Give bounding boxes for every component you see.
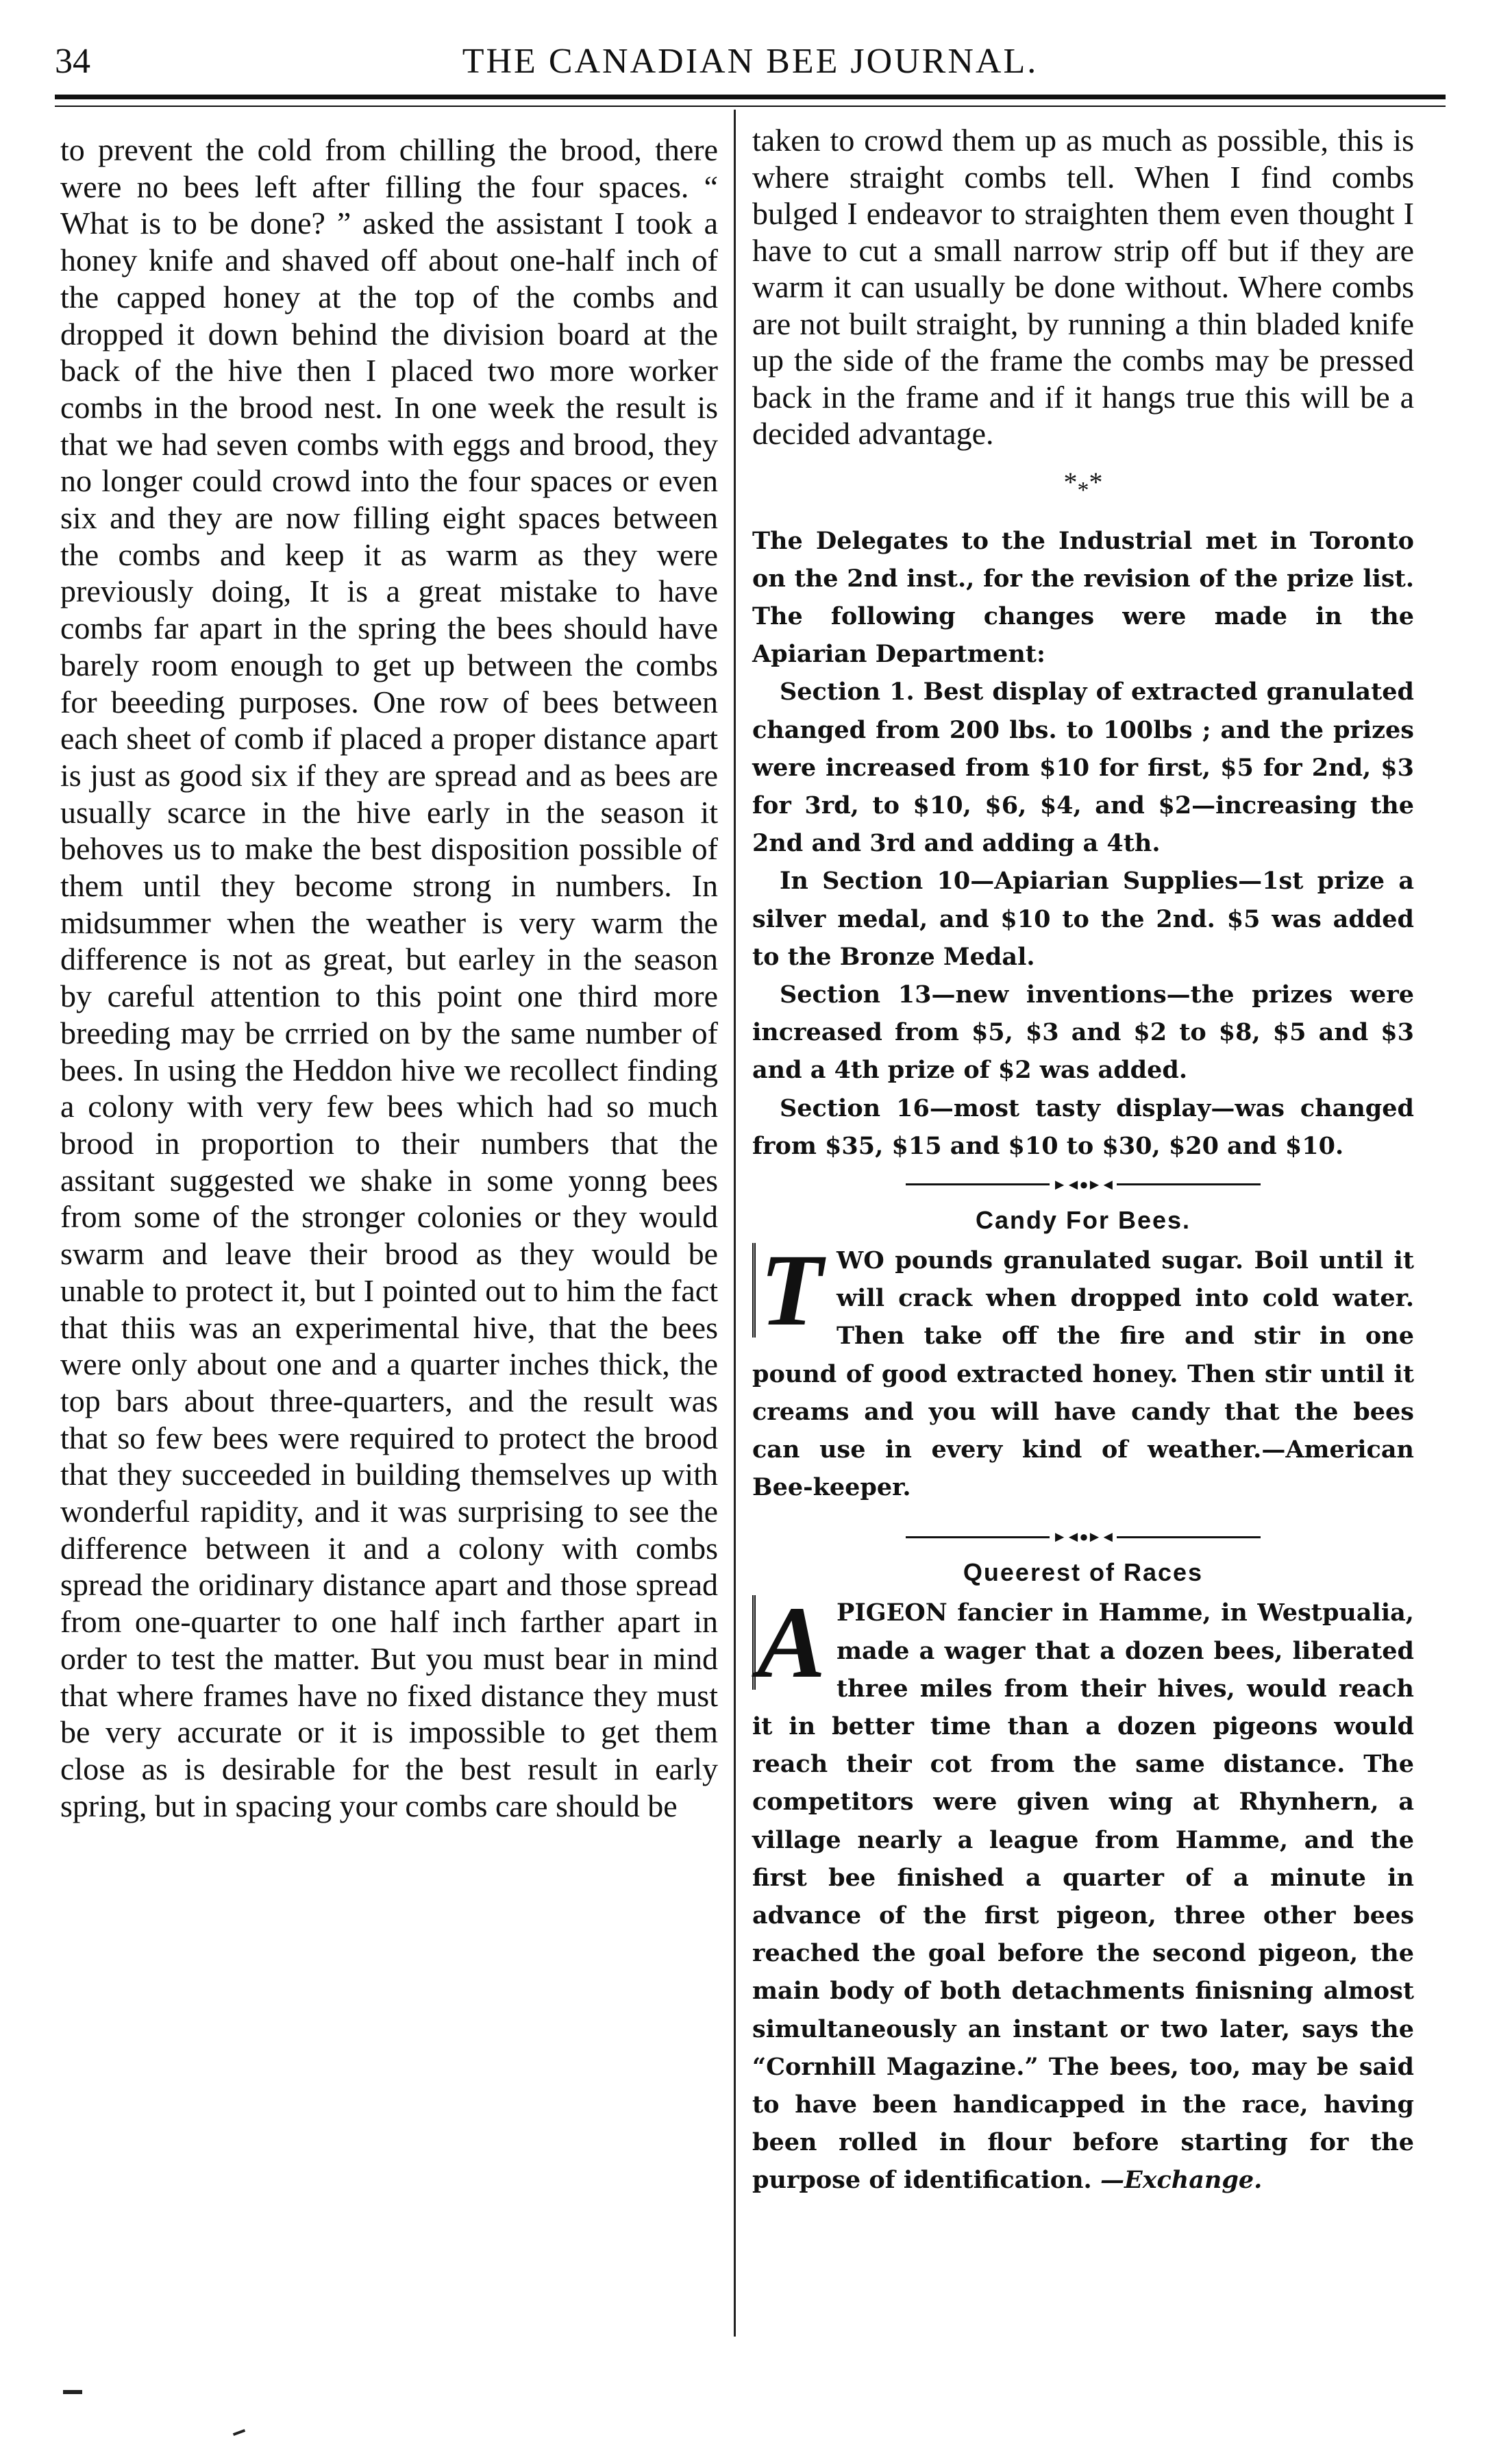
- ink-mark: [233, 2429, 245, 2436]
- column-divider: [734, 110, 736, 2337]
- page-header: [55, 41, 1446, 89]
- continued-article-text: taken to crowd them up as much as possible, this is where straight combs tell. When I find combs bulged I endeavor to straighten them even thought I have to cut a small narrow strip off but if they are warm it can usually be done without. Where combs are not built straight, by running a thin bladed knife up the side of the frame the combs may be pressed back in the frame and if it hangs true this will be a decided advantage.: [752, 123, 1414, 451]
- candy-heading: Candy For Bees.: [975, 1205, 1191, 1234]
- races-dropcap: A: [752, 1595, 827, 1690]
- candy-text: WO pounds granulated sugar. Boil until it will crack when dropped into cold water. Then take off the fire and stir in one pound of good extracted honey. Then stir until it creams and you will have candy that the bees can use in every kind of weather.—American Bee-keeper.: [752, 1246, 1414, 1502]
- candy-article: [752, 1233, 1414, 1506]
- left-column: [60, 132, 718, 1824]
- section-1-paragraph: Section 1. Best display of extracted granulated changed from 200 lbs. to 100lbs ; and the prizes were increased from $10 for first, $5 for 2nd, $3 for 3rd, to $10, $6, $4, and $2—increasing the 2nd and 3rd and adding a 4th.: [752, 678, 1414, 858]
- left-column-text: to prevent the cold from chilling the brood, there were no bees left after filling the four spaces. “ What is to be done? ” asked the assistant I took a honey knife and shaved off about one-half inch of the capped honey at the top of the combs and dropped it down behind the division board at the back of the hive then I placed two more worker combs in the brood nest. In one week the result is that we had seven combs with eggs and brood, they no longer could crowd into the four spaces or even six and they are now filling eight spaces between the combs and keep it as warm as they were previously doing, It is a great mistake to have combs far apart in the spring the bees should have barely room enough to get up between the combs for beeeding purposes. One row of bees between each sheet of comb if placed a proper distance apart is just as good six if they are spread and as bees are usually scarce in the hive early in the season it behoves us to make the best disposition possible of them until they become strong in numbers. In midsummer when the weather is very warm the difference is not as great, but earley in the season by careful attention to this point one third more breeding may be crrried on by the same number of bees. In using the Heddon hive we recollect finding a colony with very few bees which had so much brood in proportion to their numbers that the assitant suggested we shake in some yonng bees from some of the stronger colonies or they would swarm and leave their brood as they would be unable to protect it, but I pointed out to him the fact that thiis was an experimental hive, that the bees were only about one and a quarter inches thick, the top bars about three-quarters, and the result was that so few bees were required to protect the brood that they succeeded in building themselves up with wonderful rapidity, and it was surprising to see the difference between it and a colony with combs spread the oridinary distance apart and those spread from one-quarter to one half inch farther apart in order to test the matter. But you must bear in mind that where frames have no fixed distance they must be very accurate or it is impossible to get them close as is desirable for the best result in early spring, but in spacing your combs care should be: [60, 132, 718, 1823]
- page-number: 34: [55, 42, 90, 81]
- races-source: —Exchange.: [1100, 2166, 1263, 2195]
- races-body: PIGEON fancier in Hamme, in Westpualia, made a wager that a dozen bees, liberated three miles from their hives, would reach it in better time than a dozen pigeons would reach their cot from the same distance. The competitors were given wing at Rhynhern, a village nearly a league from Hamme, and the first bee finished a quarter of a minute in advance of the first pigeon, three other bees reached the goal before the second pigeon, the main body of both detachments finisning almost simultaneously an instant or two later, says the “Cornhill Magazine.” The bees, too, may be said to have been handicapped in the race, having been rolled in flour before starting for the purpose of identification.: [752, 1599, 1414, 2195]
- section-10-paragraph: In Section 10—Apiarian Supplies—1st prize a silver medal, and $10 to the 2nd. $5 was added to the Bronze Medal.: [752, 867, 1414, 971]
- races-article: [752, 1586, 1414, 2199]
- section-13-paragraph: Section 13—new inventions—the prizes were increased from $5, $3 and $2 to $8, $5 and $3 and a 4th prize of $2 was added.: [752, 980, 1414, 1085]
- header-rule-thin: [55, 106, 1446, 107]
- section-16-paragraph: Section 16—most tasty display—was changed from $35, $15 and $10 to $30, $20 and $10.: [752, 1094, 1414, 1160]
- right-column: [752, 122, 1414, 2200]
- races-text: [752, 1594, 1414, 2199]
- delegates-paragraph: The Delegates to the Industrial met in Toronto on the 2nd inst., for the revision of the prize list. The following changes were made in the Apiarian Department:: [752, 526, 1414, 669]
- journal-title: THE CANADIAN BEE JOURNAL.: [462, 42, 1039, 81]
- ink-mark: [63, 2390, 82, 2394]
- ornament-divider-icon: ►◄●►◄: [752, 1527, 1414, 1547]
- ornament-divider-icon: ►◄●►◄: [752, 1174, 1414, 1195]
- asterism-separator: $*_**$: [1063, 466, 1103, 503]
- races-heading: Queerest of Races: [963, 1558, 1204, 1587]
- header-rule-thick: [55, 95, 1446, 99]
- candy-dropcap: T: [752, 1243, 827, 1338]
